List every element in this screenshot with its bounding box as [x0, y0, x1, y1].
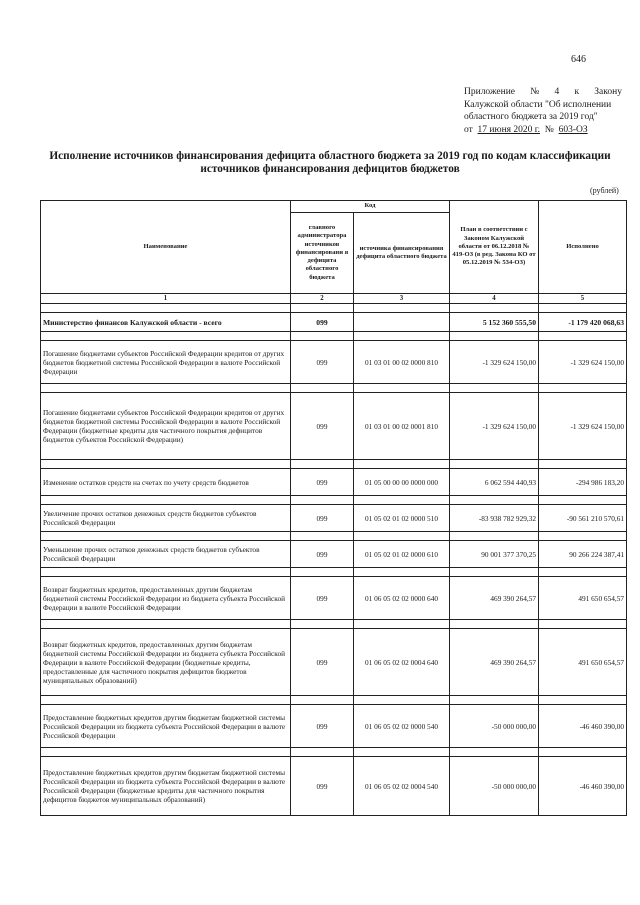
law-number: 603-ОЗ [558, 124, 588, 135]
cell-code: 01 05 00 00 00 0000 000 [354, 469, 450, 496]
appendix-word: № [530, 87, 540, 97]
spacer-cell [450, 332, 539, 341]
law-number-sign: № [544, 124, 554, 135]
cell-plan: -1 329 624 150,00 [450, 393, 539, 460]
table-row [41, 629, 627, 696]
cell-admin: 099 [291, 541, 354, 568]
appendix-line-2: Калужской области "Об исполнении [464, 99, 612, 110]
cell-name: Погашение бюджетами субъектов Российской Федерации кредитов от других бюджетов бюджетной системы Российской Федерации в валюте Российской Федерации (бюджетные кредиты для частичного покрытия дефицитов бюджетов субъектов Российской Федерации) [41, 393, 291, 460]
cell-plan: 6 062 594 440,93 [450, 469, 539, 496]
cell-executed: -1 329 624 150,00 [539, 341, 627, 384]
spacer-cell [354, 384, 450, 393]
spacer-cell [354, 460, 450, 469]
spacer-cell [354, 332, 450, 341]
header-plan: План в соответствии с Законом Калужской области от 06.12.2018 № 419-ОЗ (в ред. Закона КО от 05.12.2019 № 534-ОЗ) [450, 201, 539, 294]
appendix-word: к [574, 87, 580, 97]
cell-code: 01 06 05 02 02 0000 540 [354, 705, 450, 748]
cell-code: 01 05 02 01 02 0000 510 [354, 505, 450, 532]
cell-admin: 099 [291, 577, 354, 620]
spacer-cell [41, 568, 291, 577]
table-row [41, 469, 627, 496]
law-date: 17 июня 2020 г. [477, 124, 540, 135]
row-spacer [41, 620, 627, 629]
cell-executed: -90 561 210 570,61 [539, 505, 627, 532]
sources-table [40, 200, 627, 816]
appendix-word: Закону [594, 87, 622, 97]
spacer-cell [291, 620, 354, 629]
spacer-cell [450, 696, 539, 705]
spacer-cell [450, 532, 539, 541]
spacer-cell [41, 620, 291, 629]
spacer-cell [354, 748, 450, 757]
table-row [41, 341, 627, 384]
appendix-line-4 [464, 124, 622, 137]
spacer-cell [450, 384, 539, 393]
header-admin-code: главного администратора источников финансировани я дефицита областного бюджета [291, 213, 354, 294]
cell-admin: 099 [291, 757, 354, 816]
spacer-cell [354, 568, 450, 577]
header-source-code: источника финансирования дефицита областного бюджета [354, 213, 450, 294]
spacer-cell [41, 332, 291, 341]
spacer-cell [539, 332, 627, 341]
spacer-cell [539, 696, 627, 705]
column-number: 4 [450, 294, 539, 304]
spacer-cell [291, 460, 354, 469]
table-row [41, 705, 627, 748]
row-spacer [41, 384, 627, 393]
page-number: 646 [571, 54, 586, 65]
table-row [41, 541, 627, 568]
spacer-cell [354, 696, 450, 705]
header-code-group: Код [291, 201, 450, 213]
header-executed: Исполнено [539, 201, 627, 294]
cell-plan: -50 000 000,00 [450, 757, 539, 816]
cell-name: Предоставление бюджетных кредитов другим бюджетам бюджетной системы Российской Федерации из бюджета субъекта Российской Федерации в валюте Российской Федерации [41, 705, 291, 748]
cell-admin: 099 [291, 313, 354, 332]
cell-executed: 491 650 654,57 [539, 577, 627, 620]
spacer-cell [41, 696, 291, 705]
header-name: Наименование [41, 201, 291, 294]
spacer-cell [450, 620, 539, 629]
cell-name: Увеличение прочих остатков денежных средств бюджетов субъектов Российской Федерации [41, 505, 291, 532]
spacer-cell [291, 304, 354, 313]
spacer-cell [539, 496, 627, 505]
cell-name: Изменение остатков средств на счетах по учету средств бюджетов [41, 469, 291, 496]
table-row [41, 577, 627, 620]
spacer-cell [291, 332, 354, 341]
cell-code: 01 03 01 00 02 0000 810 [354, 341, 450, 384]
spacer-cell [41, 384, 291, 393]
spacer-cell [291, 696, 354, 705]
cell-executed: 90 266 224 387,41 [539, 541, 627, 568]
spacer-cell [291, 384, 354, 393]
spacer-cell [450, 496, 539, 505]
cell-admin: 099 [291, 705, 354, 748]
appendix-from: от [464, 124, 473, 135]
spacer-cell [41, 304, 291, 313]
appendix-word: 4 [554, 87, 560, 97]
cell-name: Возврат бюджетных кредитов, предоставленных другим бюджетам бюджетной системы Российской Федерации из бюджета субъекта Российской Федерации в валюте Российской Федерации [41, 577, 291, 620]
cell-executed: 491 650 654,57 [539, 629, 627, 696]
cell-name: Уменьшение прочих остатков денежных средств бюджетов субъектов Российской Федерации [41, 541, 291, 568]
column-number: 2 [291, 294, 354, 304]
cell-plan: -1 329 624 150,00 [450, 341, 539, 384]
cell-name: Министерство финансов Калужской области - всего [41, 313, 291, 332]
spacer-cell [354, 304, 450, 313]
spacer-cell [354, 496, 450, 505]
cell-admin: 099 [291, 629, 354, 696]
spacer-cell [539, 532, 627, 541]
appendix-word: Приложение [464, 87, 515, 97]
spacer-cell [539, 620, 627, 629]
cell-executed: -1 329 624 150,00 [539, 393, 627, 460]
spacer-cell [539, 568, 627, 577]
spacer-cell [291, 532, 354, 541]
row-spacer [41, 568, 627, 577]
cell-plan: -83 938 782 929,32 [450, 505, 539, 532]
row-spacer [41, 460, 627, 469]
cell-name: Возврат бюджетных кредитов, предоставленных другим бюджетам бюджетной системы Российской Федерации из бюджета субъекта Российской Федерации в валюте Российской Федерации (бюджетные кредиты, предоставленные для частичного покрытия дефицитов бюджетов муниципальных образований) [41, 629, 291, 696]
cell-executed: -294 986 183,20 [539, 469, 627, 496]
unit-label: (рублей) [590, 186, 619, 195]
table-row [41, 393, 627, 460]
cell-admin: 099 [291, 393, 354, 460]
total-row [41, 313, 627, 332]
cell-admin: 099 [291, 341, 354, 384]
cell-code: 01 06 05 02 02 0004 640 [354, 629, 450, 696]
appendix-line-3: областного бюджета за 2019 год" [464, 112, 598, 122]
spacer-cell [41, 748, 291, 757]
cell-plan: 90 001 377 370,25 [450, 541, 539, 568]
cell-code [354, 313, 450, 332]
row-spacer [41, 696, 627, 705]
cell-executed: -46 460 390,00 [539, 757, 627, 816]
cell-executed: -46 460 390,00 [539, 705, 627, 748]
cell-plan: 5 152 360 555,50 [450, 313, 539, 332]
row-spacer [41, 532, 627, 541]
spacer-cell [539, 748, 627, 757]
cell-name: Погашение бюджетами субъектов Российской Федерации кредитов от других бюджетов бюджетной системы Российской Федерации в валюте Российской Федерации [41, 341, 291, 384]
row-spacer [41, 748, 627, 757]
row-spacer [41, 496, 627, 505]
row-spacer [41, 332, 627, 341]
column-number: 5 [539, 294, 627, 304]
spacer-cell [41, 460, 291, 469]
spacer-cell [539, 384, 627, 393]
table-row [41, 757, 627, 816]
row-spacer [41, 304, 627, 313]
spacer-cell [291, 568, 354, 577]
cell-code: 01 06 05 02 02 0004 540 [354, 757, 450, 816]
cell-plan: 469 390 264,57 [450, 629, 539, 696]
spacer-cell [450, 748, 539, 757]
spacer-cell [450, 304, 539, 313]
cell-admin: 099 [291, 505, 354, 532]
spacer-cell [539, 304, 627, 313]
spacer-cell [450, 568, 539, 577]
cell-admin: 099 [291, 469, 354, 496]
table-body [41, 304, 627, 816]
cell-executed: -1 179 420 068,63 [539, 313, 627, 332]
column-number: 3 [354, 294, 450, 304]
table-row [41, 505, 627, 532]
spacer-cell [41, 532, 291, 541]
cell-plan: -50 000 000,00 [450, 705, 539, 748]
spacer-cell [539, 460, 627, 469]
spacer-cell [450, 460, 539, 469]
cell-name: Предоставление бюджетных кредитов другим бюджетам бюджетной системы Российской Федерации из бюджета субъекта Российской Федерации в валюте Российской Федерации (бюджетные кредиты для частичного покрытия дефицитов бюджетов муниципальных образований) [41, 757, 291, 816]
spacer-cell [41, 496, 291, 505]
spacer-cell [291, 496, 354, 505]
appendix-line-1 [464, 86, 622, 99]
cell-code: 01 06 05 02 02 0000 640 [354, 577, 450, 620]
cell-code: 01 03 01 00 02 0001 810 [354, 393, 450, 460]
spacer-cell [354, 620, 450, 629]
spacer-cell [354, 532, 450, 541]
cell-plan: 469 390 264,57 [450, 577, 539, 620]
spacer-cell [291, 748, 354, 757]
appendix-block [464, 86, 622, 136]
cell-code: 01 05 02 01 02 0000 610 [354, 541, 450, 568]
document-title: Исполнение источников финансирования дефицита областного бюджета за 2019 год по кодам классификации источников финансирования дефицитов бюджетов [49, 150, 611, 175]
column-number: 1 [41, 294, 291, 304]
